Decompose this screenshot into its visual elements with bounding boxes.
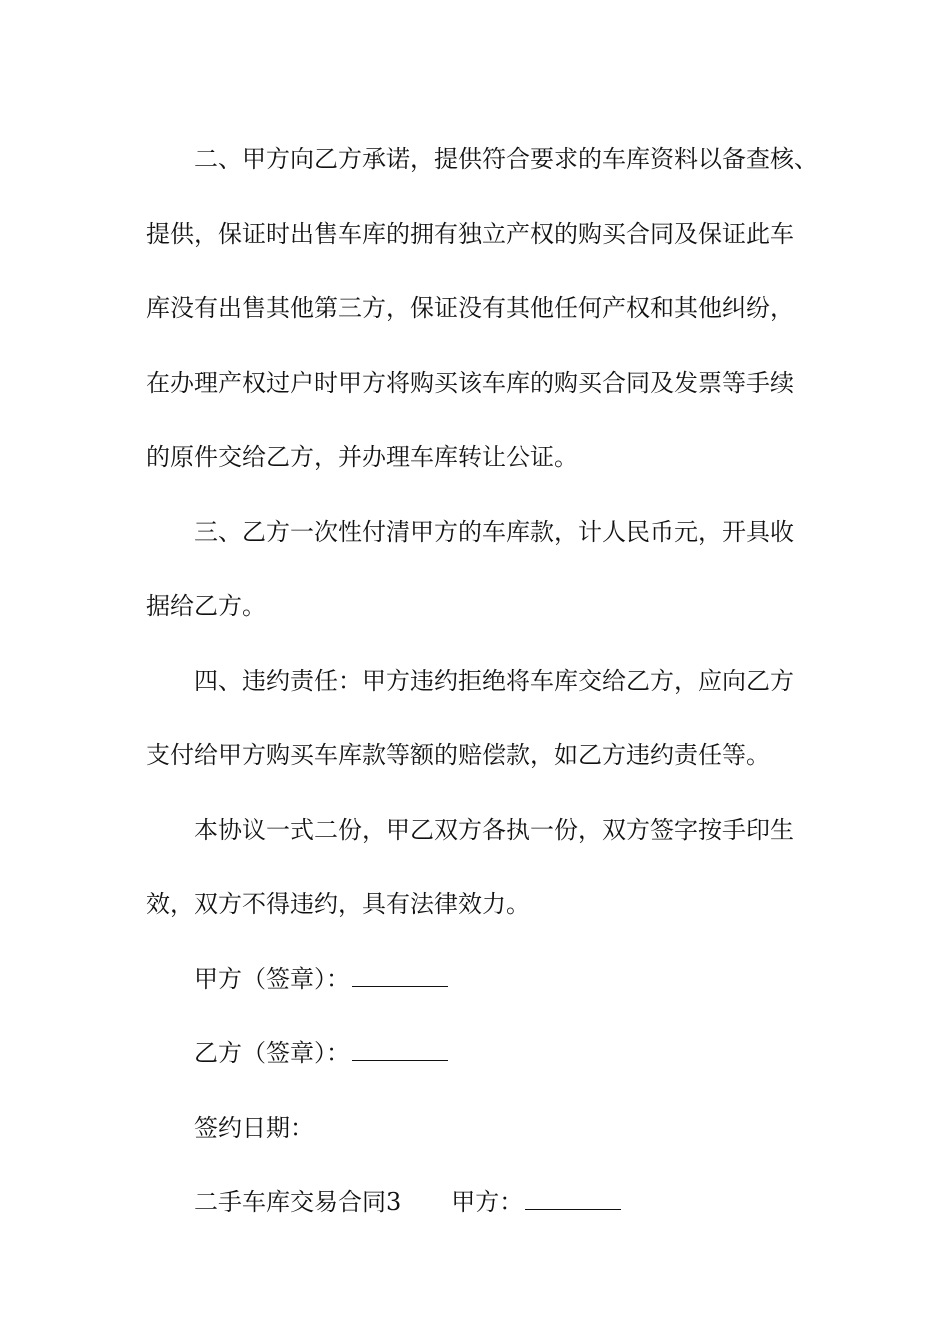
clause-2-line-1: 二、甲方向乙方承诺，提供符合要求的车库资料以备查核、	[194, 145, 818, 173]
clause-2-line-2: 提供，保证时出售车库的拥有独立产权的购买合同及保证此车	[146, 219, 794, 248]
clause-3-line-1: 三、乙方一次性付清甲方的车库款，计人民币元，开具收	[194, 517, 794, 546]
sign-date-label: 签约日期：	[194, 1113, 314, 1142]
agreement-note-line-2: 效，双方不得违约，具有法律效力。	[146, 890, 530, 918]
party-a-sign-label: 甲方（签章）：	[194, 964, 350, 993]
clause-4-line-1: 四、违约责任：甲方违约拒绝将车库交给乙方，应向乙方	[194, 666, 794, 695]
clause-2-line-5: 的原件交给乙方，并办理车库转让公证。	[146, 443, 578, 471]
sign-date-line	[146, 1091, 806, 1166]
clause-2-line-4: 在办理产权过户时甲方将购买该车库的购买合同及发票等手续	[146, 368, 794, 397]
clause-4-line-2: 支付给甲方购买车库款等额的赔偿款，如乙方违约责任等。	[146, 741, 770, 769]
party-a-signature-blank	[352, 964, 448, 987]
next-party-a-label: 甲方：	[451, 1188, 524, 1216]
party-b-signature-blank	[352, 1038, 448, 1061]
party-a-signature-line	[146, 942, 806, 1017]
next-party-a-blank	[525, 1187, 621, 1210]
next-contract-title: 二手车库交易合同3	[194, 1188, 402, 1216]
agreement-note-line-1: 本协议一式二份，甲乙双方各执一份，双方签字按手印生	[194, 815, 794, 844]
party-b-sign-label: 乙方（签章）：	[194, 1039, 350, 1067]
party-b-signature-line	[146, 1016, 806, 1091]
clause-2-line-3: 库没有出售其他第三方，保证没有其他任何产权和其他纠纷，	[146, 294, 794, 322]
next-contract-line	[146, 1165, 806, 1240]
document-body	[146, 122, 818, 1240]
clause-3-line-2: 据给乙方。	[146, 592, 266, 620]
